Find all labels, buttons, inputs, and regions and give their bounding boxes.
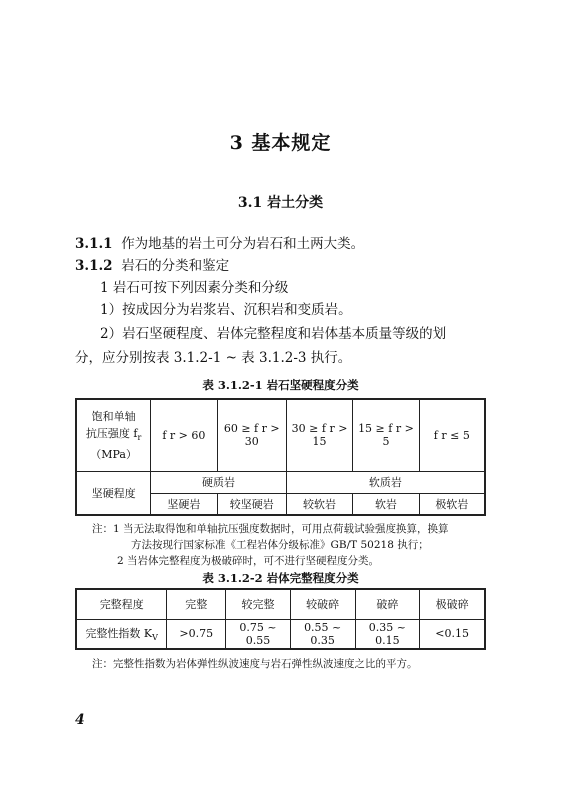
grade-cell: 较软岩: [286, 493, 352, 515]
strength-range-cell: f r > 60: [151, 399, 217, 471]
rock-hardness-table: [75, 398, 486, 516]
strength-row-header: 饱和单轴 抗压强度 $f_r$ （MPa）: [76, 399, 151, 471]
grade-cell: 软岩: [353, 493, 419, 515]
table1-note: 2 当岩体完整程度为极破碎时，可不进行坚硬程度分类。: [117, 555, 380, 567]
strength-range-cell: 30 ≥ f r > 15: [286, 399, 352, 471]
integrity-value: 0.55 ~ 0.35: [290, 619, 355, 649]
integrity-header: 完整程度: [76, 589, 167, 619]
chapter-title: 3 基本规定: [229, 132, 332, 154]
grade-cell: 极软岩: [419, 493, 485, 515]
paragraph: 2）岩石坚硬程度、岩体完整程度和岩体基本质量等级的划: [100, 326, 447, 342]
integrity-column: 破碎: [355, 589, 420, 619]
integrity-column: 完整: [167, 589, 226, 619]
group-soft-rock: 软质岩: [286, 471, 485, 493]
clause-number: 3.1.1: [75, 236, 113, 252]
clause-number: 3.1.2: [75, 258, 113, 274]
table2-note: 注：完整性指数为岩体弹性纵波速度与岩石弹性纵波速度之比的平方。: [92, 658, 418, 670]
integrity-value: 0.75 ~ 0.55: [226, 619, 291, 649]
strength-range-cell: f r ≤ 5: [419, 399, 485, 471]
integrity-index-label: 完整性指数 $K_V$: [76, 619, 167, 649]
integrity-column: 极破碎: [420, 589, 485, 619]
clause-text: 作为地基的岩土可分为岩石和土两大类。: [121, 236, 365, 252]
integrity-value: 0.35 ~ 0.15: [355, 619, 420, 649]
group-hard-rock: 硬质岩: [151, 471, 287, 493]
table2-caption: 表 3.1.2-2 岩体完整程度分类: [202, 571, 359, 585]
hardness-row-header: 坚硬程度: [76, 471, 151, 515]
clause-text: 岩石的分类和鉴定: [121, 258, 230, 274]
grade-cell: 坚硬岩: [151, 493, 217, 515]
integrity-value: >0.75: [167, 619, 226, 649]
clause-3-1-1: [75, 232, 364, 252]
table1-note: 注：1 当无法取得饱和单轴抗压强度数据时，可用点荷载试验强度换算，换算: [92, 523, 449, 535]
paragraph: 分，应分别按表 3.1.2-1 ~ 表 3.1.2-3 执行。: [75, 350, 352, 366]
strength-range-cell: 15 ≥ f r > 5: [353, 399, 419, 471]
strength-range-cell: 60 ≥ f r > 30: [217, 399, 286, 471]
grade-cell: 较坚硬岩: [217, 493, 286, 515]
integrity-value: <0.15: [420, 619, 485, 649]
page-number: 4: [75, 712, 85, 728]
integrity-column: 较破碎: [290, 589, 355, 619]
integrity-column: 较完整: [226, 589, 291, 619]
section-title: 3.1 岩土分类: [237, 195, 324, 211]
table1-note: 方法按现行国家标准《工程岩体分级标准》GB/T 50218 执行；: [131, 539, 429, 551]
table1-caption: 表 3.1.2-1 岩石坚硬程度分类: [202, 378, 359, 392]
paragraph: 1 岩石可按下列因素分类和分级: [100, 280, 289, 296]
clause-3-1-2: [75, 254, 229, 274]
rock-integrity-table: [75, 588, 486, 650]
paragraph: 1）按成因分为岩浆岩、沉积岩和变质岩。: [100, 302, 352, 318]
